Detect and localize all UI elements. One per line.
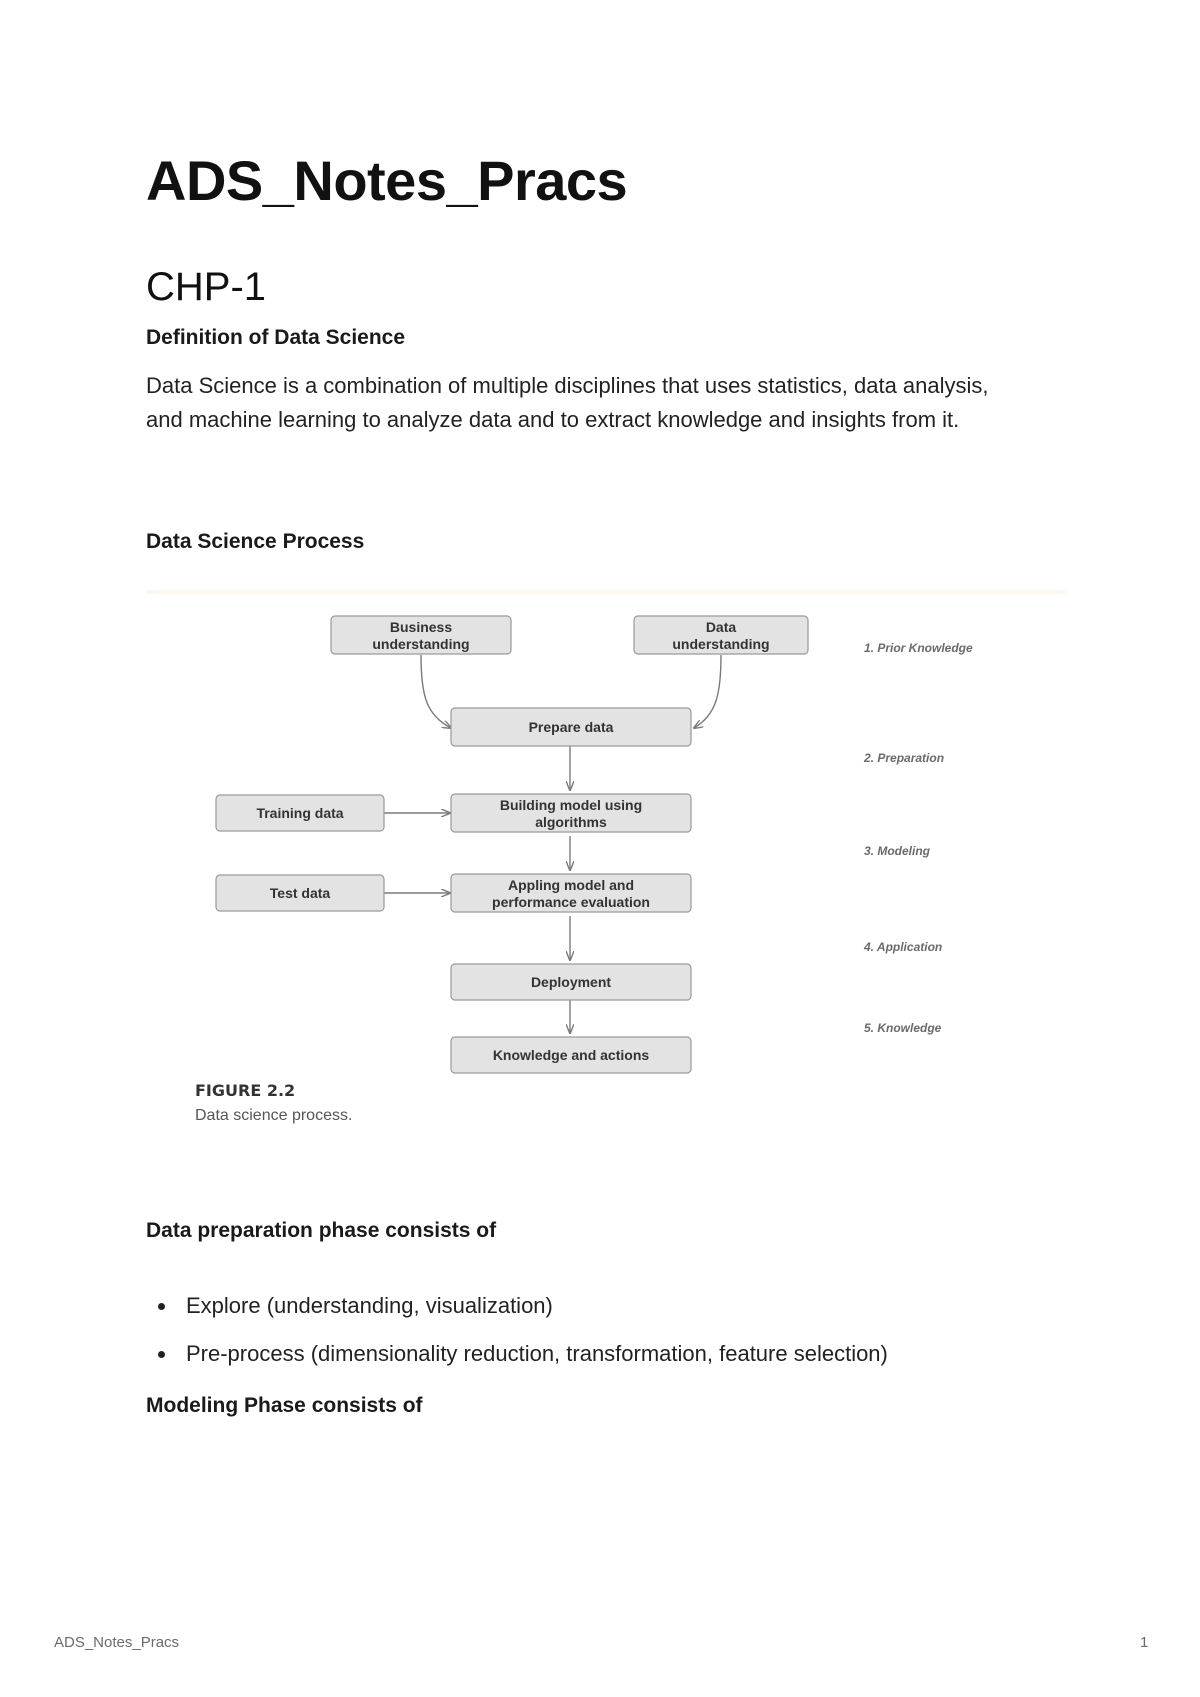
arrow-business-to-prepare [421,655,451,728]
node-building-line-2: algorithms [535,814,607,830]
arrow-data-to-prepare [694,655,721,728]
figure-caption-text: Data science process. [195,1107,353,1124]
definition-paragraph: Data Science is a combination of multiple disciplines that uses statistics, data analysis, and machine learning to analyze data and to extract knowledge and insights from it. [146,373,989,432]
node-training-data [216,795,384,831]
chapter-title: CHP-1 [146,265,267,309]
node-training-data-label: Training data [256,805,344,821]
stage-label-prior-knowledge: 1. Prior Knowledge [864,641,973,655]
modeling-phase-heading: Modeling Phase consists of [146,1394,423,1417]
definition-heading: Definition of Data Science [146,326,406,349]
figure-caption-label: FIGURE 2.2 [195,1081,296,1100]
node-knowledge-label: Knowledge and actions [492,1047,650,1063]
prep-phase-heading: Data preparation phase consists of [146,1219,497,1242]
node-building-model [451,794,691,832]
node-test-data-label: Test data [269,885,331,901]
prep-phase-list [146,1290,888,1386]
node-test-data [216,875,384,911]
node-business-line-2: understanding [372,636,470,652]
stage-label-knowledge: 5. Knowledge [864,1021,942,1035]
footer-doc-name: ADS_Notes_Pracs [54,1634,180,1651]
footer-page-number: 1 [1140,1634,1149,1651]
process-diagram [146,590,1066,1150]
process-heading: Data Science Process [146,530,365,553]
figure-top-band [146,590,1066,594]
node-data-understanding [634,616,808,654]
node-applying-line-1: Appling model and [508,877,634,893]
node-prepare-data [451,708,691,746]
node-knowledge-actions [451,1037,691,1073]
list-item [146,1338,888,1370]
page-title: ADS_Notes_Pracs [146,149,628,212]
node-applying-line-2: performance evaluation [492,894,650,910]
node-deployment-label: Deployment [530,974,612,990]
node-business-understanding [331,616,511,654]
node-applying-model [451,874,691,912]
stage-label-application: 4. Application [864,940,943,954]
bullet-icon [158,1303,165,1310]
node-prepare-data-label: Prepare data [528,719,614,735]
stage-label-preparation: 2. Preparation [864,751,945,765]
list-item-text: Explore (understanding, visualization) [186,1293,553,1318]
bullet-icon [158,1351,165,1358]
stage-label-modeling: 3. Modeling [864,844,930,858]
node-data-understanding-line-2: understanding [672,636,770,652]
node-deployment [451,964,691,1000]
data-science-process-figure [146,590,1066,1150]
list-item [146,1290,888,1322]
node-business-line-1: Business [389,619,453,635]
node-data-understanding-line-1: Data [705,619,737,635]
list-item-text: Pre-process (dimensionality reduction, transformation, feature selection) [186,1341,888,1366]
node-building-line-1: Building model using [499,797,643,813]
